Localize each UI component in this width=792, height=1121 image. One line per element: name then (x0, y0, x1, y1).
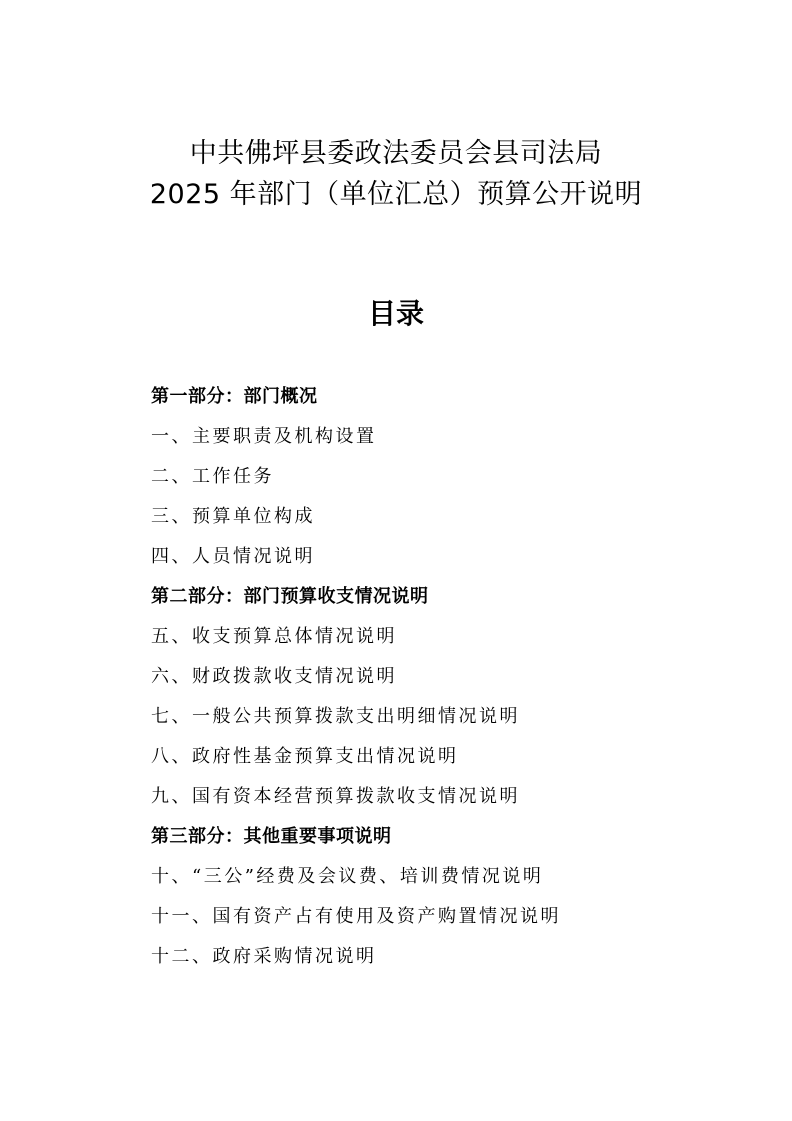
table-of-contents (151, 380, 711, 980)
toc-entry: 十二、政府采购情况说明 (151, 946, 377, 967)
toc-heading: 目录 (367, 297, 424, 330)
document-title-line-1: 中共佛坪县委政法委员会县司法局 (189, 138, 603, 169)
toc-entry: 十一、国有资产占有使用及资产购置情况说明 (151, 906, 561, 927)
toc-entry: 八、政府性基金预算支出情况说明 (151, 746, 459, 767)
toc-entry: 十、“三公”经费及会议费、培训费情况说明 (151, 866, 544, 887)
toc-entry: 四、人员情况说明 (151, 546, 315, 567)
toc-part-1: 第一部分：部门概况 (151, 386, 318, 407)
document-title-line-2: 2025 年部门（单位汇总）预算公开说明 (149, 179, 643, 210)
toc-entry: 五、收支预算总体情况说明 (151, 626, 397, 647)
toc-part-2: 第二部分：部门预算收支情况说明 (151, 586, 429, 607)
toc-entry: 七、一般公共预算拨款支出明细情况说明 (151, 706, 520, 727)
toc-entry: 三、预算单位构成 (151, 506, 315, 527)
toc-part-3: 第三部分：其他重要事项说明 (151, 826, 392, 847)
toc-entry: 九、国有资本经营预算拨款收支情况说明 (151, 786, 520, 807)
toc-entry: 二、工作任务 (151, 466, 274, 487)
toc-entry: 六、财政拨款收支情况说明 (151, 666, 397, 687)
toc-entry: 一、主要职责及机构设置 (151, 426, 377, 447)
